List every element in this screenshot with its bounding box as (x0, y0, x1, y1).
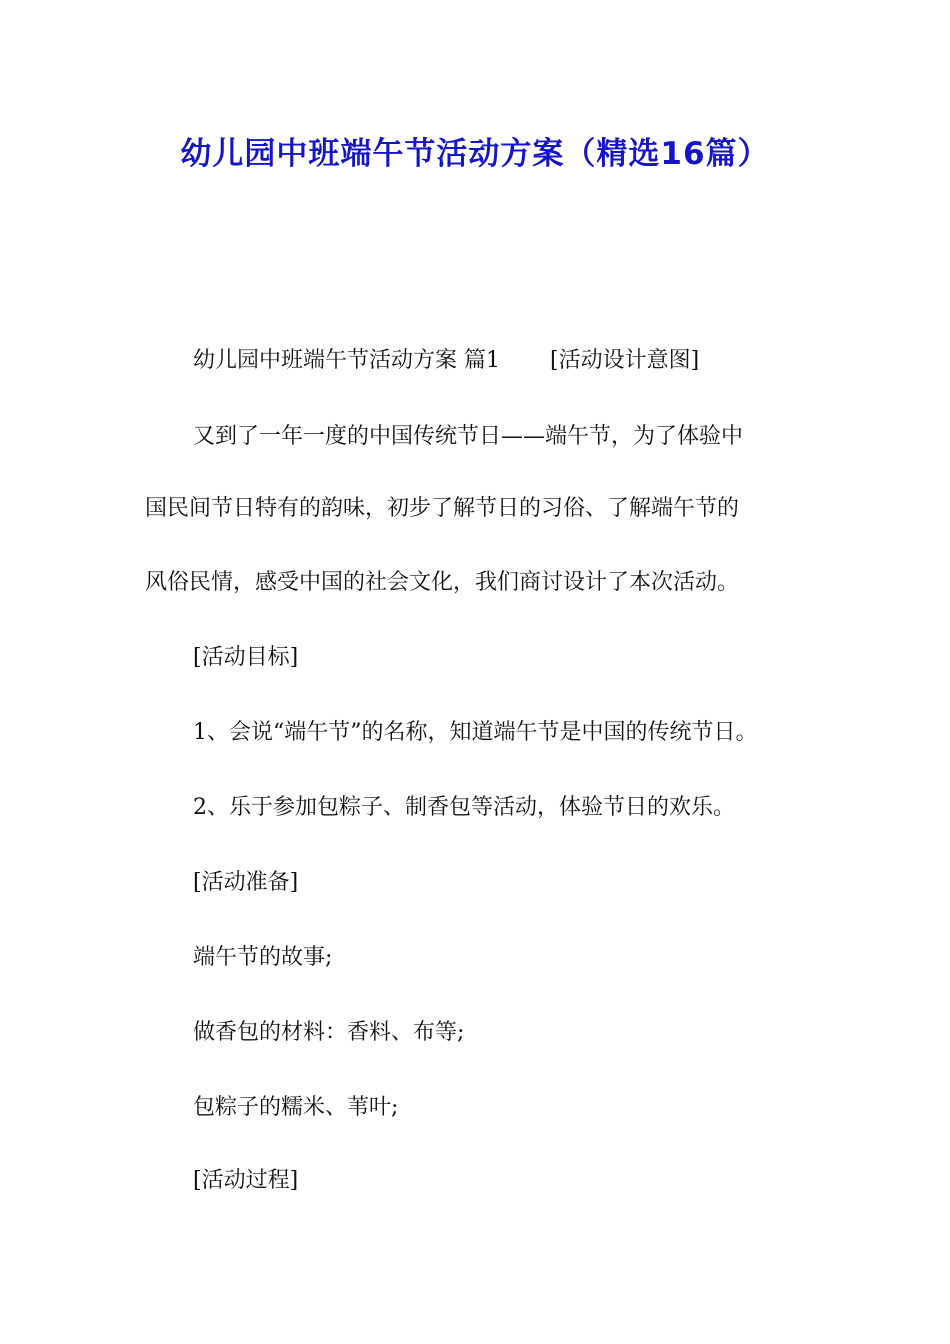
intro-line-2: 国民间节日特有的韵味，初步了解节日的习俗、了解端午节的 (145, 496, 740, 521)
prep-item-2: 做香包的材料：香料、布等; (193, 1020, 465, 1045)
goals-label: [活动目标] (193, 645, 299, 670)
section-heading: 幼儿园中班端午节活动方案 篇1 (193, 348, 500, 373)
design-intent-label: [活动设计意图] (550, 348, 700, 373)
section-heading-line (193, 346, 699, 376)
goal-item-2: 2、乐于参加包粽子、制香包等活动，体验节日的欢乐。 (193, 795, 735, 820)
goal-item-1: 1、会说“端午节”的名称，知道端午节是中国的传统节日。 (193, 720, 758, 745)
prep-item-3: 包粽子的糯米、苇叶; (193, 1095, 399, 1120)
prep-label: [活动准备] (193, 870, 299, 895)
process-label: [活动过程] (193, 1168, 299, 1193)
prep-item-1: 端午节的故事; (193, 945, 333, 970)
document-title: 幼儿园中班端午节活动方案（精选16篇） (180, 136, 770, 172)
intro-line-3: 风俗民情，感受中国的社会文化，我们商讨设计了本次活动。 (145, 570, 740, 595)
intro-line-1: 又到了一年一度的中国传统节日——端午节，为了体验中 (193, 424, 744, 449)
